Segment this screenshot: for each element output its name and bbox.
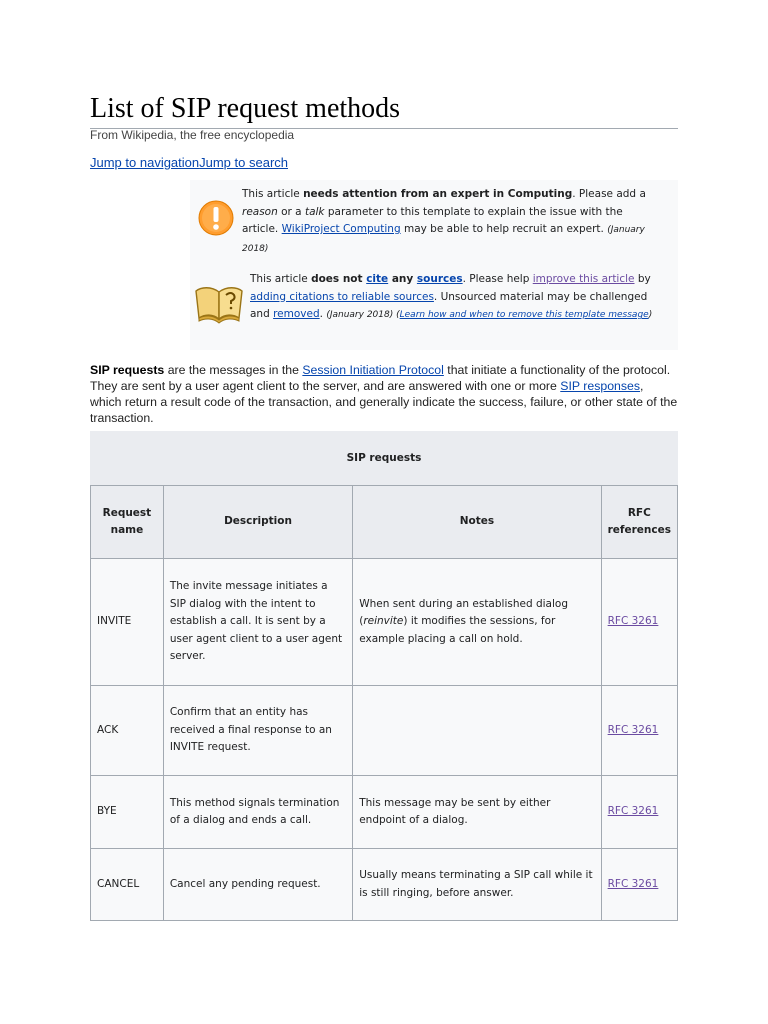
expert-needed-notice xyxy=(190,180,678,262)
exclamation-circle-icon xyxy=(198,200,234,236)
intro-paragraph: SIP requests are the messages in the Session Initiation Protocol that initiate a functionality of the protocol. They are sent by a user agent client to the server, and are answered with one or more SIP responses, which return a result code of the transaction, and generally indicate the success, failure, or other state of the transaction. xyxy=(90,363,678,425)
page-title: List of SIP request methods xyxy=(90,92,678,129)
cite-link[interactable]: cite xyxy=(366,273,389,285)
request-name-cell: INVITE xyxy=(91,559,164,686)
description-cell: This method signals termination of a dialog and ends a call. xyxy=(163,776,352,849)
request-name-cell: BYE xyxy=(91,776,164,849)
sip-responses-link[interactable]: SIP responses xyxy=(560,379,641,393)
sip-requests-table xyxy=(90,431,678,921)
table-row xyxy=(91,686,678,776)
learn-remove-template-link[interactable]: Learn how and when to remove this template message xyxy=(399,310,649,320)
rfc-cell xyxy=(601,849,677,921)
expert-notice-text: This article needs attention from an expert in Computing. Please add a reason or a talk parameter to this template to explain the issue with the article. WikiProject Computing may be able to help recruit an expert. (January 2018) xyxy=(242,188,646,254)
notes-cell: Usually means terminating a SIP call while it is still ringing, before answer. xyxy=(353,849,601,921)
improve-article-link[interactable]: improve this article xyxy=(532,273,635,285)
rfc-cell xyxy=(601,776,677,849)
rfc-3261-link[interactable]: RFC 3261 xyxy=(607,877,659,890)
header-rfc-references: RFC references xyxy=(601,486,677,559)
citations-notice-text: This article does not cite any sources. Please help improve this article by adding citations to reliable sources. Unsourced material may be challenged and removed. (January 2018) (Learn how and when to remove this template message) xyxy=(250,273,653,320)
header-notes: Notes xyxy=(353,486,601,559)
header-request-name: Request name xyxy=(91,486,164,559)
jump-to-search-link[interactable]: Jump to search xyxy=(199,155,288,170)
jump-links xyxy=(90,155,288,170)
table-row xyxy=(91,776,678,849)
rfc-cell xyxy=(601,559,677,686)
rfc-3261-link[interactable]: RFC 3261 xyxy=(607,615,659,628)
session-initiation-protocol-link[interactable]: Session Initiation Protocol xyxy=(302,363,444,377)
description-cell: The invite message initiates a SIP dialog with the intent to establish a call. It is sent by a user agent client to a user agent server. xyxy=(163,559,352,686)
request-name-cell: CANCEL xyxy=(91,849,164,921)
sip-requests-table-wrapper xyxy=(90,431,678,921)
open-book-question-icon xyxy=(193,282,245,324)
wikiproject-computing-link[interactable]: WikiProject Computing xyxy=(281,223,401,235)
rfc-3261-link[interactable]: RFC 3261 xyxy=(607,723,659,736)
table-header-row xyxy=(91,486,678,559)
table-row xyxy=(91,849,678,921)
notes-cell xyxy=(353,686,601,776)
request-name-cell: ACK xyxy=(91,686,164,776)
rfc-cell xyxy=(601,686,677,776)
adding-citations-link[interactable]: adding citations to reliable sources xyxy=(250,290,434,303)
header-description: Description xyxy=(163,486,352,559)
description-cell: Cancel any pending request. xyxy=(163,849,352,921)
notes-cell: This message may be sent by either endpoint of a dialog. xyxy=(353,776,601,849)
removed-link[interactable]: removed xyxy=(273,308,320,320)
notes-cell: When sent during an established dialog (reinvite) it modifies the sessions, for example placing a call on hold. xyxy=(353,559,601,686)
table-caption: SIP requests xyxy=(90,431,678,485)
jump-to-navigation-link[interactable]: Jump to navigation xyxy=(90,155,200,170)
site-tagline: From Wikipedia, the free encyclopedia xyxy=(90,128,295,142)
sources-link[interactable]: sources xyxy=(416,273,463,285)
table-row xyxy=(91,559,678,686)
description-cell: Confirm that an entity has received a final response to an INVITE request. xyxy=(163,686,352,776)
rfc-3261-link[interactable]: RFC 3261 xyxy=(607,805,659,818)
citations-needed-notice xyxy=(190,262,678,350)
